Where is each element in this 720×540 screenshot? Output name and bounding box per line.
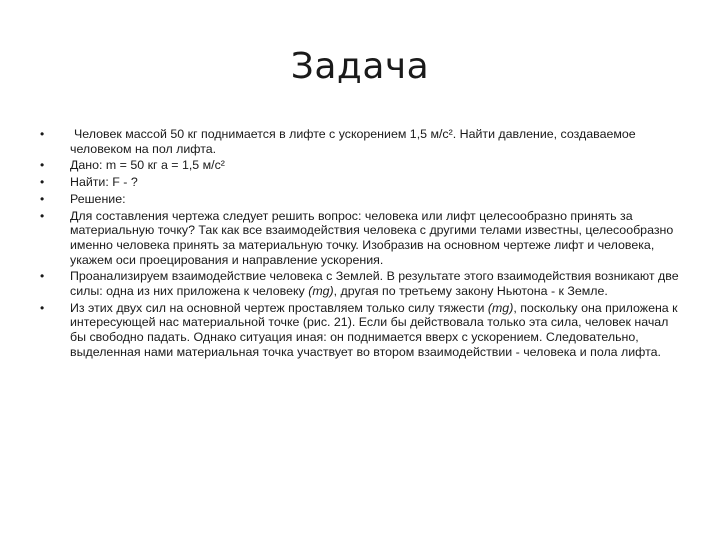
bullet-text: Найти: F - ? <box>70 175 138 190</box>
force-notation: (mg) <box>308 284 334 299</box>
bullet-item <box>40 127 680 156</box>
bullet-text: Человек массой 50 кг поднимается в лифте с ускорением 1,5 м/с². Найти давление, создаваемое человеком на пол лифта. <box>70 127 636 156</box>
bullet-text <box>70 269 680 298</box>
bullet-icon: • <box>40 127 45 141</box>
bullet-icon: • <box>40 300 45 315</box>
force-notation: (mg) <box>487 300 514 315</box>
bullet-text: Дано: m = 50 кг a = 1,5 м/с² <box>70 158 225 173</box>
bullet-text-part: Проанализируем взаимодействие человека с Землей. В результате этого взаимодействия возникают две силы: одна из них приложена к человеку <box>70 269 679 299</box>
bullet-icon: • <box>40 175 45 190</box>
bullet-text: Решение: <box>70 191 126 206</box>
bullet-icon: • <box>40 158 45 173</box>
bullet-item <box>40 269 680 298</box>
bullet-item <box>40 192 680 207</box>
bullet-icon: • <box>40 208 45 223</box>
bullet-text <box>70 301 680 360</box>
bullet-text-part: , поскольку она приложена к интересующей нас материальной точке (рис. 21). Если бы действовала только эта сила, человек начал бы свободно падать. Однако ситуация иная: он поднимается вверх с ускорением. Следовательно, выделенная нами материальная точка участвует во втором взаимодействии - человека и пола лифта. <box>70 300 678 359</box>
bullet-text-part: , другая по третьему закону Ньютона - к Земле. <box>333 284 608 299</box>
bullet-item <box>40 158 680 173</box>
bullet-icon: • <box>40 269 45 284</box>
bullet-item <box>40 209 680 268</box>
bullet-list <box>40 127 680 362</box>
bullet-text-part: Из этих двух сил на основной чертеж проставляем только силу тяжести <box>70 300 488 315</box>
bullet-item <box>40 301 680 360</box>
bullet-text: Для составления чертежа следует решить вопрос: человека или лифт целесообразно принять за материальную точку? Так как все взаимодействия человека с другими телами известны, целесообразно именно человека принять за материальную точку. Изобразив на основном чертеже лифт и человека, укажем оси проецирования и направление ускорения. <box>70 208 674 267</box>
slide-title: Задача <box>290 46 430 87</box>
bullet-item <box>40 175 680 190</box>
bullet-icon: • <box>40 191 45 206</box>
